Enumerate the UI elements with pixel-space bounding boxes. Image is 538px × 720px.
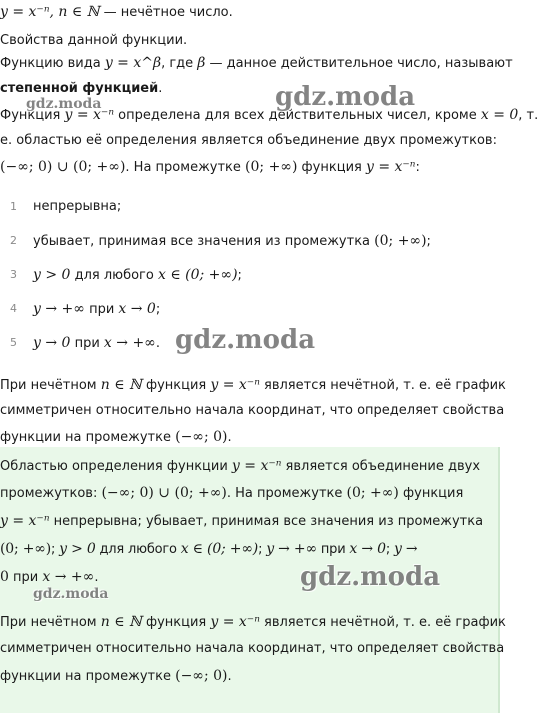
def-dot: . bbox=[158, 81, 163, 96]
list-text: при bbox=[70, 336, 104, 351]
answer-l4-math6: y → bbox=[393, 541, 418, 557]
list-end: ; bbox=[426, 234, 431, 249]
properties-title: Свойства данной функции. bbox=[0, 33, 188, 48]
answer-l5-pre: при bbox=[8, 570, 43, 585]
answer-l4-math2: y > 0 bbox=[59, 541, 96, 557]
answer-line-7: симметричен относительно начала координат, что определяет свойства bbox=[0, 641, 505, 656]
answer-l6-math2: y = x⁻ⁿ bbox=[210, 614, 260, 630]
odd-l1-math: n ∈ ℕ bbox=[100, 377, 142, 393]
list-end: ; bbox=[237, 268, 242, 283]
list-math-b: x → 0 bbox=[118, 301, 156, 317]
answer-l4-sep3: ; bbox=[385, 542, 394, 557]
answer-line-4 bbox=[0, 539, 500, 560]
list-end: ; bbox=[155, 302, 161, 317]
answer-l2-mid: . На промежутке bbox=[226, 486, 347, 501]
domain-line-2: е. областью её определения является объединение двух промежутков: bbox=[0, 133, 497, 148]
domain-l3-math: (−∞; 0) ∪ (0; +∞) bbox=[0, 159, 126, 175]
answer-line-8 bbox=[0, 666, 500, 687]
answer-l5-math2: x → +∞ bbox=[42, 569, 95, 585]
list-math-a: y > 0 bbox=[33, 267, 71, 283]
domain-l1-post: определена для всех действительных чисел, кроме bbox=[114, 108, 481, 123]
domain-l3-math3: y = x⁻ⁿ bbox=[365, 159, 416, 175]
odd-l1-math2: y = x⁻ⁿ bbox=[210, 377, 260, 393]
domain-l1-math2: x = 0 bbox=[480, 107, 519, 123]
domain-l3-post: функция bbox=[297, 160, 366, 175]
answer-l3-math: y = x⁻ⁿ bbox=[0, 513, 50, 529]
list-number: 2 bbox=[10, 234, 17, 247]
answer-l1-math: y = x⁻ⁿ bbox=[231, 458, 282, 474]
domain-line-3 bbox=[0, 157, 500, 178]
domain-l1-math: y = x⁻ⁿ bbox=[64, 107, 114, 123]
list-math-a: y → +∞ bbox=[33, 301, 85, 317]
watermark-logo: gdz.moda bbox=[33, 586, 109, 602]
odd-line-1 bbox=[0, 375, 506, 396]
list-text: для любого bbox=[70, 268, 158, 283]
odd-line-2: симметричен относительно начала координат, что определяет свойства bbox=[0, 403, 505, 418]
domain-l1-end: , т. bbox=[518, 108, 538, 123]
odd-l1-mid: функция bbox=[141, 378, 211, 393]
answer-l5-end: . bbox=[94, 570, 99, 585]
intro-text: — нечётное число. bbox=[99, 5, 233, 20]
answer-l4-sep2: ; bbox=[258, 542, 267, 557]
watermark-logo: gdz.moda bbox=[175, 325, 316, 355]
answer-l1-post: является объединение двух bbox=[281, 459, 481, 474]
answer-l2-math: (−∞; 0) ∪ (0; +∞) bbox=[101, 485, 227, 501]
answer-line-6 bbox=[0, 612, 506, 633]
list-content bbox=[33, 231, 431, 252]
odd-l1-pre: При нечётном bbox=[0, 378, 101, 393]
answer-line-1 bbox=[0, 456, 500, 477]
answer-l1-pre: Областью определения функции bbox=[0, 459, 232, 474]
list-content bbox=[33, 299, 160, 320]
def-term-bold: степенной функцией bbox=[0, 81, 159, 96]
answer-l6-pre: При нечётном bbox=[0, 615, 101, 630]
list-math-b: x → +∞ bbox=[103, 335, 156, 351]
list-number: 4 bbox=[10, 302, 17, 315]
domain-l3-math2: (0; +∞) bbox=[245, 159, 298, 175]
odd-l3-pre: функции на промежутке bbox=[0, 430, 176, 445]
watermark-logo: gdz.moda bbox=[275, 82, 416, 112]
list-text: при bbox=[84, 302, 119, 317]
answer-l2-pre: промежутков: bbox=[0, 486, 102, 501]
watermark-logo: gdz.moda bbox=[300, 562, 441, 592]
answer-l8-end: . bbox=[227, 669, 232, 684]
odd-line-3 bbox=[0, 427, 500, 448]
domain-l3-end: : bbox=[415, 160, 420, 175]
answer-l8-math: (−∞; 0) bbox=[175, 668, 228, 684]
answer-l6-post: является нечётной, т. е. её график bbox=[259, 615, 506, 630]
domain-l1-pre: Функция bbox=[0, 108, 65, 123]
answer-l2-post: функция bbox=[398, 486, 464, 501]
answer-l3-post: непрерывна; убывает, принимая все значения из промежутка bbox=[49, 514, 484, 529]
answer-line-2 bbox=[0, 483, 500, 504]
intro-line bbox=[0, 2, 500, 23]
list-content bbox=[33, 265, 242, 286]
list-content bbox=[33, 333, 160, 354]
domain-l3-mid: . На промежутке bbox=[125, 160, 246, 175]
answer-l6-math: n ∈ ℕ bbox=[100, 614, 142, 630]
answer-line-3 bbox=[0, 511, 500, 532]
answer-l6-mid: функция bbox=[141, 615, 211, 630]
def-post: — данное действительное число, называют bbox=[205, 56, 513, 71]
def-math-beta: β bbox=[197, 55, 206, 71]
watermark-logo: gdz.moda bbox=[26, 96, 102, 112]
def-mid: , где bbox=[161, 56, 198, 71]
answer-l4-math: (0; +∞) bbox=[0, 541, 51, 557]
list-math: (0; +∞) bbox=[374, 233, 427, 249]
definition-line-1 bbox=[0, 53, 513, 74]
answer-l4-math3: x ∈ (0; +∞) bbox=[180, 541, 259, 557]
answer-l4-sep: ; bbox=[51, 542, 60, 557]
answer-l5-math: 0 bbox=[0, 569, 9, 585]
answer-l4-text2: при bbox=[316, 542, 350, 557]
odd-l3-math: (−∞; 0) bbox=[175, 429, 228, 445]
intro-math: y = x⁻ⁿ, n ∈ ℕ bbox=[0, 4, 100, 20]
list-text: убывает, принимая все значения из промежутка bbox=[33, 234, 375, 249]
answer-l2-math2: (0; +∞) bbox=[346, 485, 399, 501]
list-number: 1 bbox=[10, 200, 17, 213]
answer-l4-math5: x → 0 bbox=[349, 541, 386, 557]
answer-l8-pre: функции на промежутке bbox=[0, 669, 176, 684]
list-math-b: x ∈ (0; +∞) bbox=[157, 267, 238, 283]
def-math-power: y = x^β bbox=[104, 55, 162, 71]
answer-l4-text: для любого bbox=[95, 542, 181, 557]
odd-l1-post: является нечётной, т. е. её график bbox=[259, 378, 506, 393]
answer-l4-math4: y → +∞ bbox=[266, 541, 317, 557]
list-end: . bbox=[155, 336, 160, 351]
def-pre: Функцию вида bbox=[0, 56, 105, 71]
list-math-a: y → 0 bbox=[33, 335, 71, 351]
list-number: 3 bbox=[10, 268, 17, 281]
list-text: непрерывна; bbox=[33, 199, 122, 214]
odd-l3-end: . bbox=[227, 430, 232, 445]
list-number: 5 bbox=[10, 336, 17, 349]
